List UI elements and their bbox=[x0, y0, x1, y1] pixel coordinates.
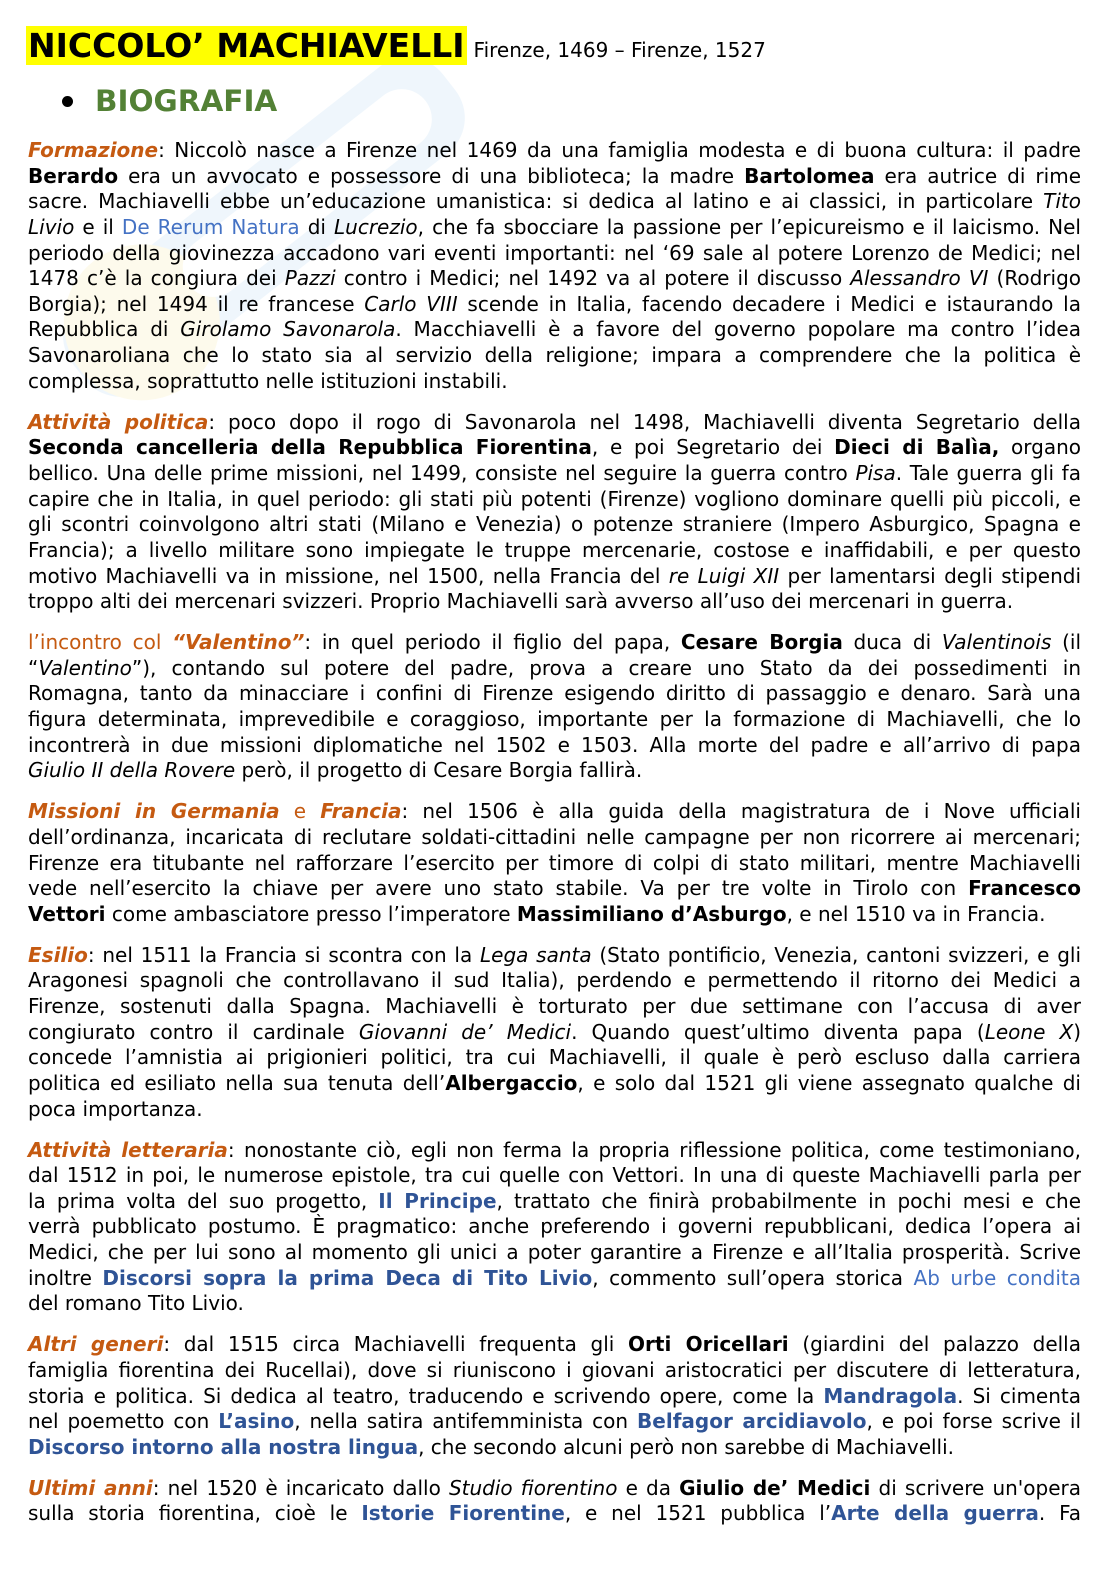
text-run: poca importanza. bbox=[28, 1096, 203, 1121]
paragraph-attivita-politica bbox=[28, 410, 1081, 615]
text-run: politica ed esiliato nella sua tenuta dell’ bbox=[28, 1070, 446, 1095]
text-line bbox=[28, 215, 1081, 241]
text-line bbox=[28, 707, 1081, 733]
section-label: Ultimi anni bbox=[28, 1475, 153, 1500]
text-run: : Niccolò nasce a Firenze nel 1469 da una famiglia modesta e di buona cultura: il padre bbox=[158, 138, 1081, 162]
text-line bbox=[28, 292, 1081, 318]
text-line bbox=[28, 1384, 1081, 1410]
reference-text: De Rerum Natura bbox=[121, 214, 300, 239]
text-run: . Macchiavelli è a favore del governo popolare ma contro l’idea bbox=[395, 317, 1081, 342]
work-title: Il Principe bbox=[378, 1188, 497, 1213]
text-line bbox=[28, 994, 1081, 1020]
work-title: Discorsi sopra la prima Deca di Tito Livio bbox=[102, 1265, 593, 1290]
text-run: dell’ordinanza, incaricata di reclutare soldati-cittadini nelle campagne per non ricorrere ai mercenari; bbox=[28, 824, 1081, 849]
text-run: : in quel periodo il figlio del papa, bbox=[304, 630, 681, 655]
text-run: gli scontri coinvolgono altri stati (Milano e Venezia) o potenze straniere (Impero Asburgico, Spagna e bbox=[28, 512, 1081, 537]
text-run: : poco dopo il rogo di Savonarola nel 1498, Machiavelli diventa Segretario della bbox=[208, 409, 1081, 434]
text-run: , che secondo alcuni però non sarebbe di Machiavelli. bbox=[418, 1434, 955, 1459]
text-run: (Stato pontificio, Venezia, cantoni svizzeri, e gli bbox=[591, 942, 1082, 967]
text-run: ) bbox=[1073, 1019, 1081, 1044]
text-run: storia e politica. Si dedica al teatro, traducendo e scrivendo opere, come la bbox=[28, 1383, 824, 1408]
text-line bbox=[28, 1163, 1081, 1189]
text-line bbox=[28, 241, 1081, 267]
italic-text: Valentino bbox=[38, 655, 132, 680]
reference-text: Ab urbe condita bbox=[913, 1265, 1081, 1290]
text-run: Medici, che per lui sono al momento gli unici a poter garantire a Firenze e all’Italia prosperità. Scrive bbox=[28, 1240, 1081, 1265]
text-run: , che fa sbocciare la passione per l’epicureismo e il laicismo. Nel bbox=[417, 214, 1081, 239]
italic-text: Pisa bbox=[855, 460, 896, 485]
paragraph-missioni bbox=[28, 799, 1081, 927]
text-line bbox=[28, 1097, 1081, 1123]
italic-text: Tito bbox=[1043, 189, 1081, 214]
text-line bbox=[28, 1020, 1081, 1046]
bold-text: Bartolomea bbox=[744, 163, 875, 188]
text-run: Borgia); nel 1494 il re francese bbox=[28, 291, 365, 316]
text-line bbox=[28, 799, 1081, 825]
text-run: sulla storia fiorentina, cioè le bbox=[28, 1501, 362, 1526]
text-run: : dal 1515 circa Machiavelli frequenta gli bbox=[163, 1332, 629, 1357]
text-run: dal 1512 in poi, le numerose epistole, tra cui quelle con Vettori. In una di queste Machiavelli parla per bbox=[28, 1163, 1081, 1188]
text-run: di bbox=[299, 214, 335, 239]
text-line bbox=[28, 1358, 1081, 1384]
text-run: verrà pubblicato postumo. È pragmatico: anche preferendo i governi repubblicani, dedica l’opera ai bbox=[28, 1214, 1081, 1239]
text-run: 1478 c’è la congiura dei bbox=[28, 266, 285, 291]
section-label: Attività letteraria bbox=[28, 1137, 228, 1162]
text-run: del romano Tito Livio. bbox=[28, 1291, 244, 1316]
text-run: duca di bbox=[842, 630, 942, 655]
text-run: troppo alti dei mercenari svizzeri. Proprio Machiavelli sarà avverso all’uso dei mercenari in guerra. bbox=[28, 589, 1014, 614]
text-run: complessa, soprattutto nelle istituzioni instabili. bbox=[28, 368, 508, 393]
bold-text: Seconda cancelleria della Repubblica Fiorentina bbox=[28, 435, 592, 460]
section-label: Esilio bbox=[28, 942, 88, 967]
text-run: scende in Italia, facendo decadere i Medici e istaurando la bbox=[457, 291, 1081, 316]
text-line bbox=[28, 681, 1081, 707]
text-line bbox=[28, 266, 1081, 292]
text-line bbox=[28, 435, 1081, 461]
italic-text: Livio bbox=[28, 214, 75, 239]
text-run: era autrice di rime bbox=[874, 163, 1082, 188]
text-run: Francia); a livello militare sono impiegate le truppe mercenarie, costose e inaffidabili, e per questo bbox=[28, 537, 1081, 562]
text-run: vede nell’esercito la chiave per avere uno stato stabile. Va per tre volte in Tirolo con bbox=[28, 876, 969, 901]
text-run: , e poi forse scrive il bbox=[866, 1409, 1082, 1434]
text-run: congiurato contro il cardinale bbox=[28, 1019, 359, 1044]
italic-text: Lucrezio bbox=[334, 214, 418, 239]
text-run: , e poi Segretario dei bbox=[591, 435, 835, 460]
section-label: Francia bbox=[320, 799, 402, 824]
italic-text: re Luigi XII bbox=[668, 563, 780, 588]
italic-text: Pazzi bbox=[284, 266, 336, 291]
paragraph-ultimi-anni bbox=[28, 1476, 1081, 1527]
text-line bbox=[28, 851, 1081, 877]
section-heading: BIOGRAFIA bbox=[95, 84, 278, 118]
text-line bbox=[28, 512, 1081, 538]
italic-text: Alessandro VI bbox=[850, 266, 989, 291]
text-line bbox=[28, 538, 1081, 564]
text-run: famiglia fiorentina dei Rucellai), dove si riuniscono i giovani aristocratici per discutere di letteratura, bbox=[28, 1357, 1081, 1382]
text-run: la prima volta del suo progetto, bbox=[28, 1188, 379, 1213]
bold-text: Albergaccio bbox=[445, 1070, 578, 1095]
text-line bbox=[28, 1240, 1081, 1266]
text-line bbox=[28, 1045, 1081, 1071]
work-title: Arte della guerra bbox=[831, 1501, 1039, 1526]
text-run: organo bbox=[999, 435, 1082, 460]
text-run: : nel 1511 la Francia si scontra con la bbox=[87, 942, 481, 967]
text-run: Savonaroliana che lo stato sia al servizio della religione; impara a comprendere che la politica è bbox=[28, 343, 1081, 368]
text-line bbox=[28, 733, 1081, 759]
text-line bbox=[28, 1291, 1081, 1317]
text-line bbox=[28, 656, 1081, 682]
text-line bbox=[28, 564, 1081, 590]
text-line bbox=[28, 410, 1081, 436]
text-run: e il bbox=[74, 214, 122, 239]
text-line bbox=[28, 902, 1081, 928]
text-run: periodo della giovinezza accadono vari eventi importanti: nel ‘69 sale al potere Lorenzo de Medici; nel bbox=[28, 240, 1081, 265]
text-run: (giardini del palazzo della bbox=[788, 1332, 1081, 1357]
text-run: capire che in Italia, in quel periodo: gli stati più potenti (Firenze) vogliono dominare quelli più piccoli, e bbox=[28, 486, 1081, 511]
text-line bbox=[28, 968, 1081, 994]
text-run: incontrerà in due missioni diplomatiche nel 1502 e 1503. Alla morte del padre e all’arrivo di papa bbox=[28, 732, 1081, 757]
text-line bbox=[28, 630, 1081, 656]
italic-text: Studio fiorentino bbox=[448, 1475, 618, 1500]
text-run: Romagna, tanto da minacciare i confini di Firenze esigendo diritto di passaggio e denaro. Sarà una bbox=[28, 681, 1081, 706]
text-line bbox=[28, 138, 1081, 164]
section-label: Formazione bbox=[28, 138, 159, 162]
paragraph-attivita-letteraria bbox=[28, 1138, 1081, 1317]
bold-text: Orti Oricellari bbox=[628, 1332, 789, 1357]
text-line bbox=[28, 1214, 1081, 1240]
text-line bbox=[28, 758, 1081, 784]
text-run: , e nel 1521 pubblica l’ bbox=[564, 1501, 832, 1526]
bold-text: Cesare Borgia bbox=[680, 630, 843, 655]
text-line bbox=[28, 1409, 1081, 1435]
text-line bbox=[28, 461, 1081, 487]
text-run: bellico. Una delle prime missioni, nel 1499, consiste nel seguire la guerra contro bbox=[28, 460, 856, 485]
text-line bbox=[28, 589, 1081, 615]
text-line bbox=[28, 1138, 1081, 1164]
text-line bbox=[28, 369, 1081, 395]
text-run: come ambasciatore presso l’imperatore bbox=[105, 901, 517, 926]
bold-text: Giulio de’ Medici bbox=[679, 1475, 871, 1500]
italic-text: Leone X bbox=[984, 1019, 1074, 1044]
paragraph-altri-generi bbox=[28, 1332, 1081, 1460]
text-run: (Rodrigo bbox=[988, 266, 1082, 291]
text-run: nel poemetto con bbox=[28, 1409, 219, 1434]
italic-text: Girolamo Savonarola bbox=[180, 317, 396, 342]
biography-body bbox=[28, 138, 1081, 1542]
section-label: Missioni in Germania bbox=[28, 799, 280, 824]
text-run: : nonostante ciò, egli non ferma la propria riflessione politica, come testimoniano, bbox=[227, 1137, 1082, 1162]
italic-text: Valentinois bbox=[941, 630, 1052, 655]
text-run: contro i Medici; nel 1492 va al potere il discusso bbox=[335, 266, 851, 291]
text-run: sacre. Machiavelli ebbe un’educazione umanistica: si dedica al latino e ai classici, in particolare bbox=[28, 189, 1044, 214]
text-run: , trattato che finirà probabilmente in pochi mesi e che bbox=[496, 1188, 1082, 1213]
text-run: . Si cimenta bbox=[957, 1383, 1082, 1408]
text-run: . Tale guerra gli fa bbox=[895, 460, 1081, 485]
text-run: ”), contando sul potere del padre, prova a creare uno Stato da dei possedimenti in bbox=[131, 655, 1081, 680]
text-line bbox=[28, 1332, 1081, 1358]
work-title: Belfagor arcidiavolo bbox=[637, 1409, 867, 1434]
text-line bbox=[28, 1189, 1081, 1215]
text-run: : nel 1520 è incaricato dallo bbox=[152, 1475, 449, 1500]
text-run: Aragonesi spagnoli che controllavano il sud Italia), perdendo e permettendo il ritorno dei Medici a bbox=[28, 968, 1081, 993]
text-line bbox=[28, 1501, 1081, 1527]
text-line bbox=[28, 1266, 1081, 1292]
text-run: , nella satira antifemminista con bbox=[294, 1409, 638, 1434]
section-label: “Valentino” bbox=[172, 630, 305, 655]
bold-text: Dieci di Balìa, bbox=[834, 435, 1000, 460]
text-line bbox=[28, 1071, 1081, 1097]
text-run: , e nel 1510 va in Francia. bbox=[786, 901, 1046, 926]
text-line bbox=[28, 317, 1081, 343]
bold-text: Massimiliano d’Asburgo bbox=[516, 901, 787, 926]
work-title: Discorso intorno alla nostra lingua bbox=[28, 1434, 419, 1459]
section-label: l’incontro col bbox=[28, 630, 173, 655]
bold-text: Berardo bbox=[28, 163, 119, 188]
text-line bbox=[28, 943, 1081, 969]
text-line bbox=[28, 825, 1081, 851]
text-line bbox=[28, 343, 1081, 369]
text-run: Firenze, sostenuti dalla Spagna. Machiavelli è torturato per due settimane con l’accusa di aver bbox=[28, 994, 1081, 1019]
italic-text: Giovanni de’ Medici bbox=[358, 1019, 572, 1044]
paragraph-formazione bbox=[28, 138, 1081, 394]
text-run: motivo Machiavelli va in missione, nel 1500, nella Francia del bbox=[28, 563, 669, 588]
work-title: L’asino bbox=[218, 1409, 295, 1434]
text-run: Repubblica di bbox=[28, 317, 181, 342]
text-run: Firenze era titubante nel rafforzare l’esercito per timore di colpi di stato militari, mentre Machiavelli bbox=[28, 850, 1081, 875]
text-run: figura determinata, imprevedibile e coraggioso, importante per la formazione di Machiavelli, che lo bbox=[28, 707, 1081, 732]
text-run: era un avvocato e possessore di una biblioteca; la madre bbox=[118, 163, 745, 188]
text-line bbox=[28, 1435, 1081, 1461]
bullet-icon bbox=[62, 96, 73, 107]
section-label: Altri generi bbox=[28, 1332, 164, 1357]
italic-text: Lega santa bbox=[480, 942, 592, 967]
text-run: però, il progetto di Cesare Borgia fallirà. bbox=[235, 758, 643, 783]
text-line bbox=[28, 1476, 1081, 1502]
text-line bbox=[28, 876, 1081, 902]
text-run: per lamentarsi degli stipendi bbox=[779, 563, 1082, 588]
section-label: Attività politica bbox=[28, 409, 209, 434]
text-line bbox=[28, 487, 1081, 513]
text-run: e da bbox=[617, 1475, 680, 1500]
page-title: NICCOLO’ MACHIAVELLI bbox=[28, 26, 465, 65]
title-row bbox=[26, 27, 766, 71]
text-line bbox=[28, 164, 1081, 190]
text-run: , commento sull’opera storica bbox=[592, 1265, 914, 1290]
text-run: concede l’amnistia ai prigionieri politici, tra cui Machiavelli, il quale è però escluso dalla carriera bbox=[28, 1045, 1081, 1070]
text-run: . Quando quest’ultimo diventa papa ( bbox=[571, 1019, 985, 1044]
text-run: . Fa bbox=[1038, 1501, 1082, 1526]
text-run: , e solo dal 1521 gli viene assegnato qualche di bbox=[577, 1070, 1081, 1095]
text-run: : nel 1506 è alla guida della magistratura de i Nove ufficiali bbox=[401, 799, 1081, 824]
work-title: Mandragola bbox=[823, 1383, 958, 1408]
section-label: e bbox=[279, 799, 321, 824]
paragraph-incontro-valentino bbox=[28, 630, 1081, 784]
text-line bbox=[28, 189, 1081, 215]
text-run: di scrivere un'opera bbox=[870, 1475, 1082, 1500]
text-run: inoltre bbox=[28, 1265, 103, 1290]
italic-text: Carlo VIII bbox=[364, 291, 458, 316]
life-dates: Firenze, 1469 – Firenze, 1527 bbox=[473, 38, 766, 62]
bold-text: Francesco bbox=[968, 876, 1081, 901]
text-run: (il bbox=[1051, 630, 1081, 655]
work-title: Istorie Fiorentine bbox=[361, 1501, 565, 1526]
bold-text: Vettori bbox=[28, 901, 106, 926]
paragraph-esilio bbox=[28, 943, 1081, 1122]
italic-text: Giulio II della Rovere bbox=[28, 758, 236, 783]
text-run: “ bbox=[28, 655, 39, 680]
